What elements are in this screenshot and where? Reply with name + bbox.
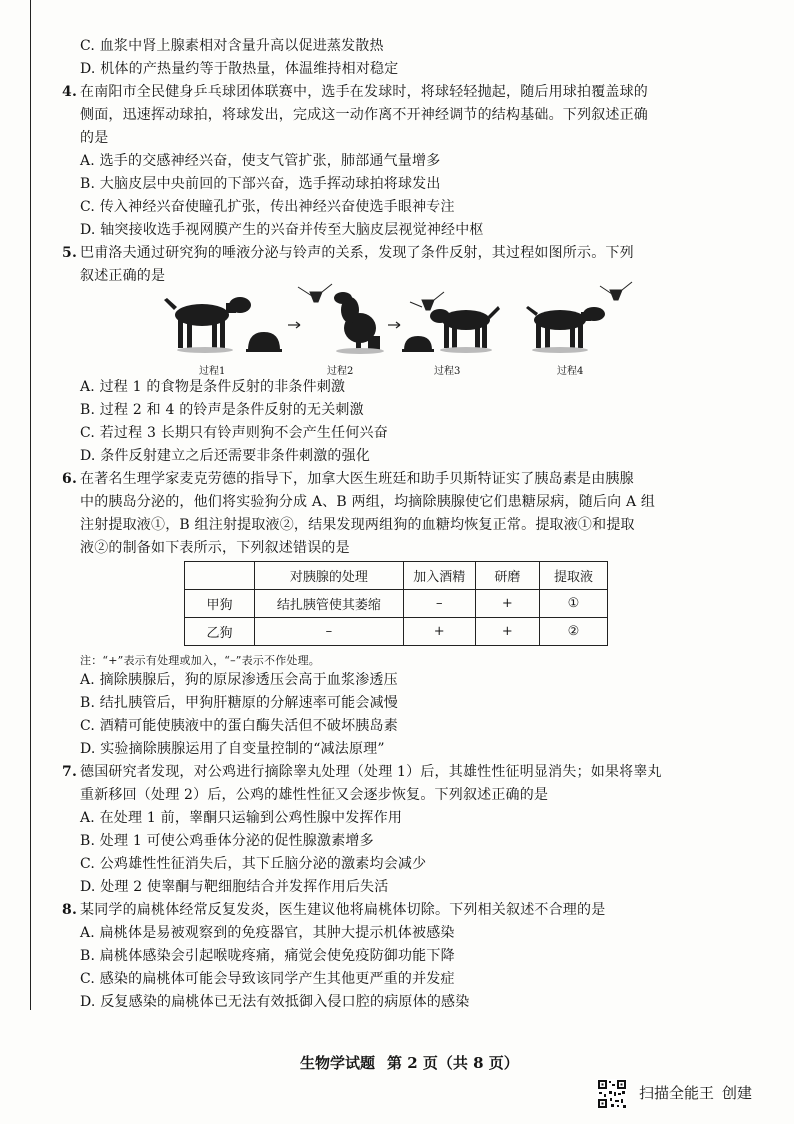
- table-cell: 甲狗: [185, 590, 255, 618]
- table-header-cell: 加入酒精: [403, 562, 475, 590]
- bell-icon: [410, 292, 444, 310]
- scanner-brand: 扫描全能王: [639, 1084, 715, 1102]
- option-d: D. 反复感染的扁桃体已无法有效抵御入侵口腔的病原体的感染: [80, 994, 470, 1010]
- option-a: A. 在处理 1 前，睾酮只运输到公鸡性腺中发挥作用: [80, 810, 403, 826]
- qr-code-icon: [597, 1079, 627, 1109]
- option-b: B. 过程 2 和 4 的铃声是条件反射的无关刺激: [80, 402, 364, 418]
- table-header-cell: [185, 562, 255, 590]
- question-stem: 叙述正确的是: [80, 268, 166, 284]
- option-a: A. 扁桃体是易被观察到的免疫器官，其肿大提示机体被感染: [80, 925, 455, 941]
- food-bowl: [246, 332, 282, 352]
- figure-caption: 过程4: [557, 366, 584, 377]
- question-stem: 侧面，迅速挥动球拍，将球发出，完成这一动作离不开神经调节的结构基础。下列叙述正确: [80, 107, 648, 123]
- scanner-watermark: [639, 1082, 760, 1103]
- option-b: B. 扁桃体感染会引起喉咙疼痛，痛觉会使免疫防御功能下降: [80, 948, 455, 964]
- question-stem: 中的胰岛分泌的，他们将实验狗分成 A、B 两组，均摘除胰腺使它们患糖尿病，随后向 A 组: [80, 494, 656, 510]
- question-stem: 巴甫洛夫通过研究狗的唾液分泌与铃声的关系，发现了条件反射，其过程如图所示。下列: [80, 245, 634, 261]
- option-d: D. 处理 2 使睾酮与靶细胞结合并发挥作用后失活: [80, 879, 389, 895]
- question-stem: 的是: [80, 130, 109, 146]
- option-d: D. 条件反射建立之后还需要非条件刺激的强化: [80, 448, 371, 464]
- table-header-cell: 对胰腺的处理: [255, 562, 404, 590]
- table-header-cell: 提取液: [539, 562, 607, 590]
- page-footer: [300, 1052, 531, 1073]
- option-d: D. 实验摘除胰腺运用了自变量控制的“减法原理”: [80, 741, 385, 757]
- table-cell: +: [403, 618, 475, 646]
- table-cell: ①: [539, 590, 607, 618]
- question-stem: 注射提取液①，B 组注射提取液②，结果发现两组狗的血糖均恢复正常。提取液①和提取: [80, 517, 635, 533]
- option-c: C. 传入神经兴奋使瞳孔扩张，传出神经兴奋使选手眼神专注: [80, 199, 455, 215]
- dog-process1: [164, 297, 251, 353]
- question-number: 5.: [62, 245, 78, 261]
- table-row: [185, 618, 608, 646]
- option-d: D. 轴突接收选手视网膜产生的兴奋并传至大脑皮层视觉神经中枢: [80, 222, 484, 238]
- figure-caption: 过程3: [434, 366, 461, 377]
- option-b: B. 大脑皮层中央前回的下部兴奋，选手挥动球拍将球发出: [80, 176, 441, 192]
- dog-process3: [430, 306, 500, 353]
- bell-icon: [298, 284, 332, 302]
- dog-process2: [334, 292, 384, 354]
- option-b: B. 结扎胰管后，甲狗肝糖原的分解速率可能会减慢: [80, 695, 398, 711]
- option-c: C. 若过程 3 长期只有铃声则狗不会产生任何兴奋: [80, 425, 388, 441]
- table-header-cell: 研磨: [475, 562, 539, 590]
- table-cell: +: [475, 618, 539, 646]
- bell-icon: [600, 282, 632, 300]
- subject-title: 生物学试题: [300, 1054, 376, 1072]
- table-cell: +: [475, 590, 539, 618]
- question-number: 4.: [62, 84, 78, 100]
- data-table: [184, 561, 608, 646]
- question-number: 7.: [62, 764, 78, 780]
- scanner-action: 创建: [722, 1084, 753, 1102]
- table-cell: 乙狗: [185, 618, 255, 646]
- dog-process4: [526, 306, 605, 353]
- table-cell: 结扎胰管使其萎缩: [255, 590, 404, 618]
- figure-caption: 过程2: [327, 366, 354, 377]
- table-header-row: [185, 562, 608, 590]
- question-stem: 重新移回（处理 2）后，公鸡的雄性性征又会逐步恢复。下列叙述正确的是: [80, 787, 549, 803]
- option-c: C. 公鸡雄性性征消失后，其下丘脑分泌的激素均会减少: [80, 856, 427, 872]
- table-cell: –: [403, 590, 475, 618]
- option-c: C. 感染的扁桃体可能会导致该同学产生其他更严重的并发症: [80, 971, 455, 987]
- table-cell: ②: [539, 618, 607, 646]
- left-margin-line: [30, 0, 31, 1010]
- food-bowl: [402, 336, 434, 352]
- page-number: 第 2 页（共 8 页）: [387, 1054, 519, 1072]
- question-stem: 在南阳市全民健身乒乓球团体联赛中，选手在发球时，将球轻轻抛起，随后用球拍覆盖球的: [80, 84, 648, 100]
- option-a: A. 摘除胰腺后，狗的原尿渗透压会高于血浆渗透压: [80, 672, 398, 688]
- table-row: [185, 590, 608, 618]
- pavlov-figure: [160, 280, 640, 358]
- question-stem: 德国研究者发现，对公鸡进行摘除睾丸处理（处理 1）后，其雄性性征明显消失；如果将睾丸: [80, 764, 662, 780]
- table-note: 注：“+”表示有处理或加入，“–”表示不作处理。: [80, 654, 321, 667]
- question-stem: 液②的制备如下表所示，下列叙述错误的是: [80, 540, 350, 556]
- option-a: A. 过程 1 的食物是条件反射的非条件刺激: [80, 379, 346, 395]
- question-stem: 某同学的扁桃体经常反复发炎，医生建议他将扁桃体切除。下列相关叙述不合理的是: [80, 902, 606, 918]
- question-number: 6.: [62, 471, 78, 487]
- option-b: B. 处理 1 可使公鸡垂体分泌的促性腺激素增多: [80, 833, 374, 849]
- question-number: 8.: [62, 902, 78, 918]
- option-d: D. 机体的产热量约等于散热量，体温维持相对稳定: [80, 61, 399, 77]
- figure-caption: 过程1: [199, 366, 226, 377]
- table-cell: –: [255, 618, 404, 646]
- option-c: C. 血浆中肾上腺素相对含量升高以促进蒸发散热: [80, 38, 384, 54]
- option-a: A. 选手的交感神经兴奋，使支气管扩张，肺部通气量增多: [80, 153, 441, 169]
- option-c: C. 酒精可能使胰液中的蛋白酶失活但不破坏胰岛素: [80, 718, 398, 734]
- question-stem: 在著名生理学家麦克劳德的指导下，加拿大医生班廷和助手贝斯特证实了胰岛素是由胰腺: [80, 471, 634, 487]
